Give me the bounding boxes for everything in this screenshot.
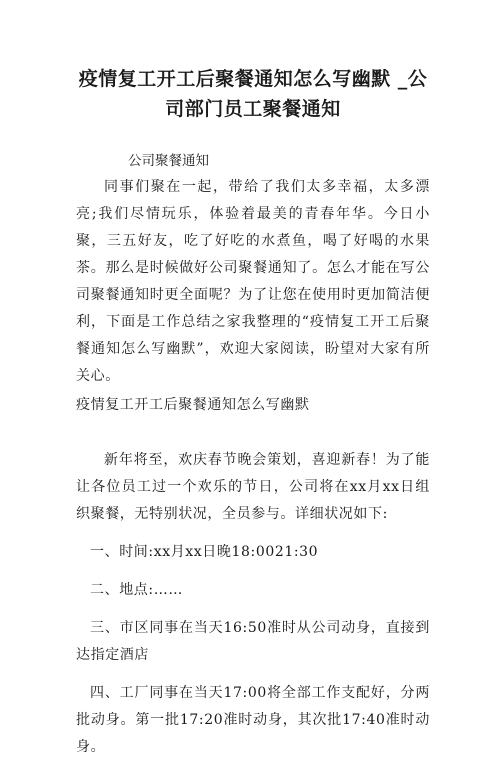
list-item-time: 一、时间:xx月xx日晚18:0021:30 <box>90 544 319 560</box>
list-item-factory-departure: 四、工厂同事在当天17:00将全部工作支配好，分两批动身。第一批17:20准时动身，其次批17:40准时动身。 <box>76 685 430 755</box>
list-item-location: 二、地点:…… <box>90 582 183 598</box>
document-title: 疫情复工开工后聚餐通知怎么写幽默 _公司部门员工聚餐通知 <box>78 68 428 120</box>
document-body <box>76 174 430 761</box>
notice-label: 公司聚餐通知 <box>128 153 209 169</box>
section-subheading: 疫情复工开工后聚餐通知怎么写幽默 <box>76 397 310 413</box>
list-item-city-departure: 三、市区同事在当天16:50准时从公司动身，直接到达指定酒店 <box>76 620 430 663</box>
intro-paragraph: 同事们聚在一起，带给了我们太多幸福，太多漂亮;我们尽情玩乐，体验着最美的青春年华。今日小聚，三五好友，吃了好吃的水煮鱼，喝了好喝的水果茶。那么是时候做好公司聚餐通知了。怎么才能在写公司聚餐通知时更全面呢？为了让您在使用时更加简洁便利，下面是工作总结之家我整理的“疫情复工开工后聚餐通知怎么写幽默”，欢迎大家阅读，盼望对大家有所关心。 <box>76 179 430 384</box>
notice-intro-paragraph: 新年将至，欢庆春节晚会策划，喜迎新春！为了能让各位员工过一个欢乐的节日，公司将在xx月xx日组织聚餐，无特别状况，全员参与。详细状况如下: <box>76 452 430 522</box>
section-spacer <box>76 419 430 447</box>
